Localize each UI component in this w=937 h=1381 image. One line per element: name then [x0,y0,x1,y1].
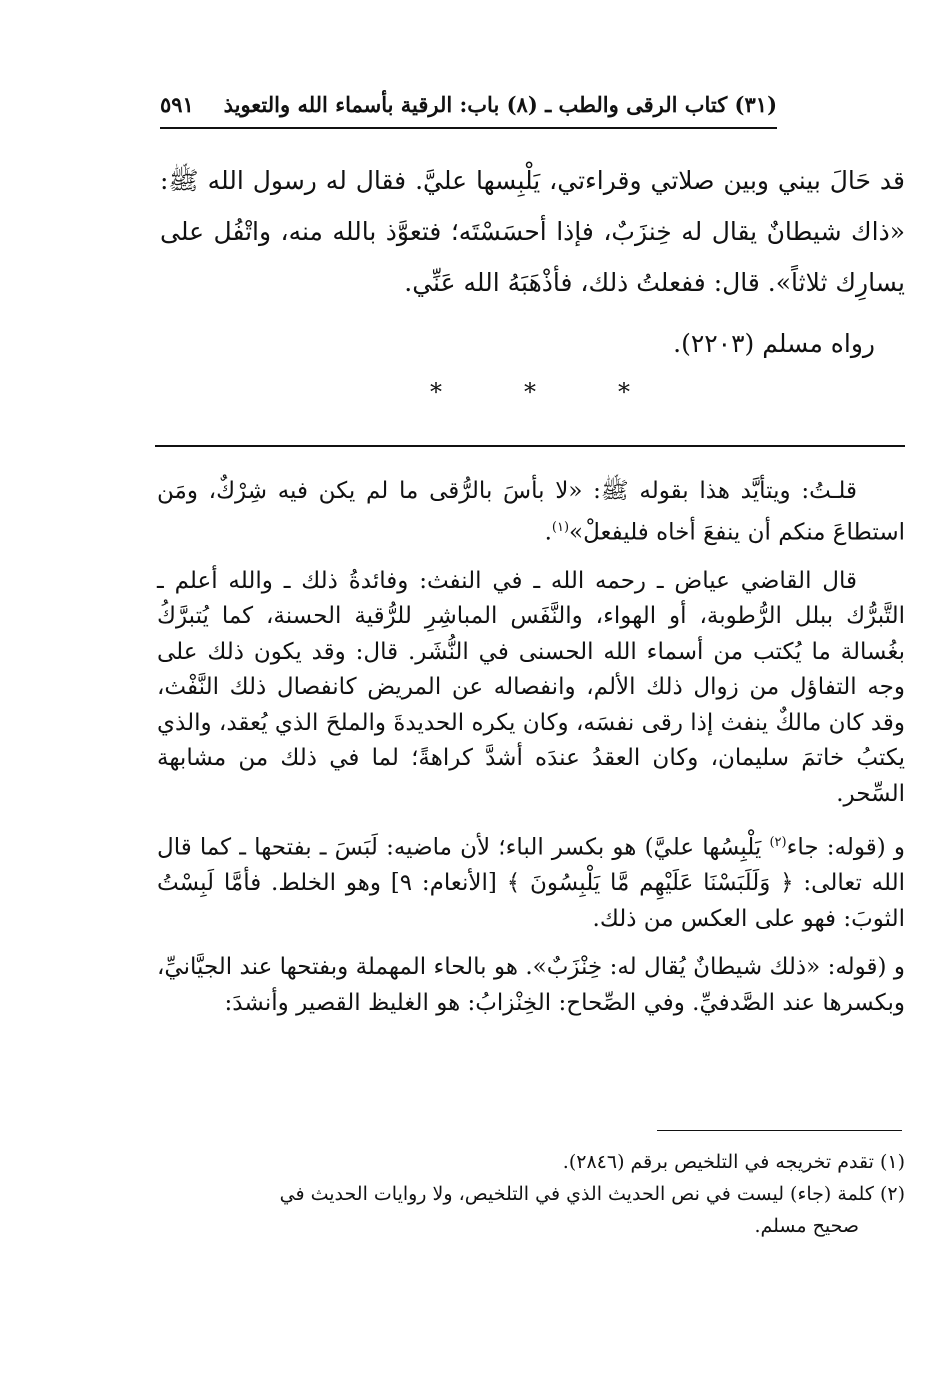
hadith-text: قد حَالَ بيني وبين صلاتي وقراءتي، يَلْبِسها عليَّ. فقال له رسول الله ﷺ: «ذاك شيطانٌ يقال له خِنزَبٌ، فإذا أحسَسْتَه؛ فتعوَّذ بالله منه، واتْفُل على يسارِك ثلاثاً». قال: ففعلتُ ذلك، فأذْهَبَهُ الله عَنِّي. [160,166,905,297]
footnote-ref: (١) [551,519,570,535]
separator-star: * [618,378,630,406]
section-rule [155,445,905,447]
commentary-text: قلـتُ: ويتأيَّد هذا بقوله ﷺ: «لا بأسَ بالرُّقى ما لم يكن فيه شِرْكٌ، ومَن استطاعَ منكم أن ينفعَ أخاه فليفعلْ» [157,478,905,546]
running-head [160,92,777,117]
footnote-text: كلمة (جاء) ليست في نص الحديث الذي في التلخيص، ولا روايات الحديث في [279,1183,874,1205]
footnote-rule [657,1130,902,1131]
footnote [150,1146,905,1178]
commentary [157,474,905,1034]
commentary-paragraph [157,825,905,937]
footnote-ref: (٢) [769,835,787,851]
footnote-continuation: صحيح مسلم. [754,1215,859,1237]
section-separator [430,378,630,406]
hadith-source: رواه مسلم (٢٢٠٣). [673,329,875,358]
footnote [150,1178,905,1210]
separator-star: * [430,378,442,406]
commentary-paragraph: و (قوله: «ذلك شيطانٌ يُقال له: خِنْزَبٌ». هو بالحاء المهملة وبفتحها عند الجيَّانيِّ، وبكسرها عند الصَّدفيِّ. وفي الصِّحاح: الخِنْزابُ: هو الغليظ القصير وأنشدَ: [157,954,905,1016]
separator-star: * [524,378,536,406]
footnote-text: تقدم تخريجه في التلخيص برقم (٢٨٤٦). [562,1151,874,1173]
header-rule [160,127,777,129]
footnote-number: (١) [879,1151,905,1173]
chapter-title: (٣١) كتاب الرقى والطب ـ (٨) باب: الرقية بأسماء الله والتعويذ [223,92,777,117]
footnote-number: (٢) [879,1183,905,1205]
commentary-text: يَلْبِسُها عليَّ) هو بكسر الباء؛ لأن ماضيه: لَبَسَ ـ بفتحها ـ كما قال الله تعالى: ﴿ وَلَلَبَسْنَا عَلَيْهِم مَّا يَلْبِسُونَ ﴾ [الأنعام: ٩] وهو الخلط. فأمَّا لَبِسْتُ الثوبَ: فهو على العكس من ذلك. [157,834,906,932]
page-number: ٥٩١ [160,92,194,117]
commentary-text: . [544,519,552,546]
footnotes [150,1146,905,1242]
commentary-paragraph [157,474,905,551]
commentary-paragraph: قال القاضي عياض ـ رحمه الله ـ في النفث: وفائدةُ ذلك ـ والله أعلم ـ التَّبرُّك ببلل الرُّطوبة، أو الهواء، والنَّفَس المباشِرِ للرُّقية الحسنة، كما يُتبرَّكُ بغُسالة ما يُكتب من أسماء الله الحسنى في النُّشَر. قال: وقد يكون ذلك على وجه التفاؤل من زوال ذلك الألم، وانفصاله عن المريض كانفصال ذلك النَّفْث، وقد كان مالكٌ ينفث إذا رقى نفسَه، وكان يكره الحديدةَ والملحَ الذي يُعقد، والذي يكتبُ خاتمَ سليمان، وكان العقدُ عندَه أشدَّ كراهةً؛ لما في ذلك من مشابهة السِّحر. [157,567,905,807]
commentary-text: و (قوله: جاء [786,834,905,861]
